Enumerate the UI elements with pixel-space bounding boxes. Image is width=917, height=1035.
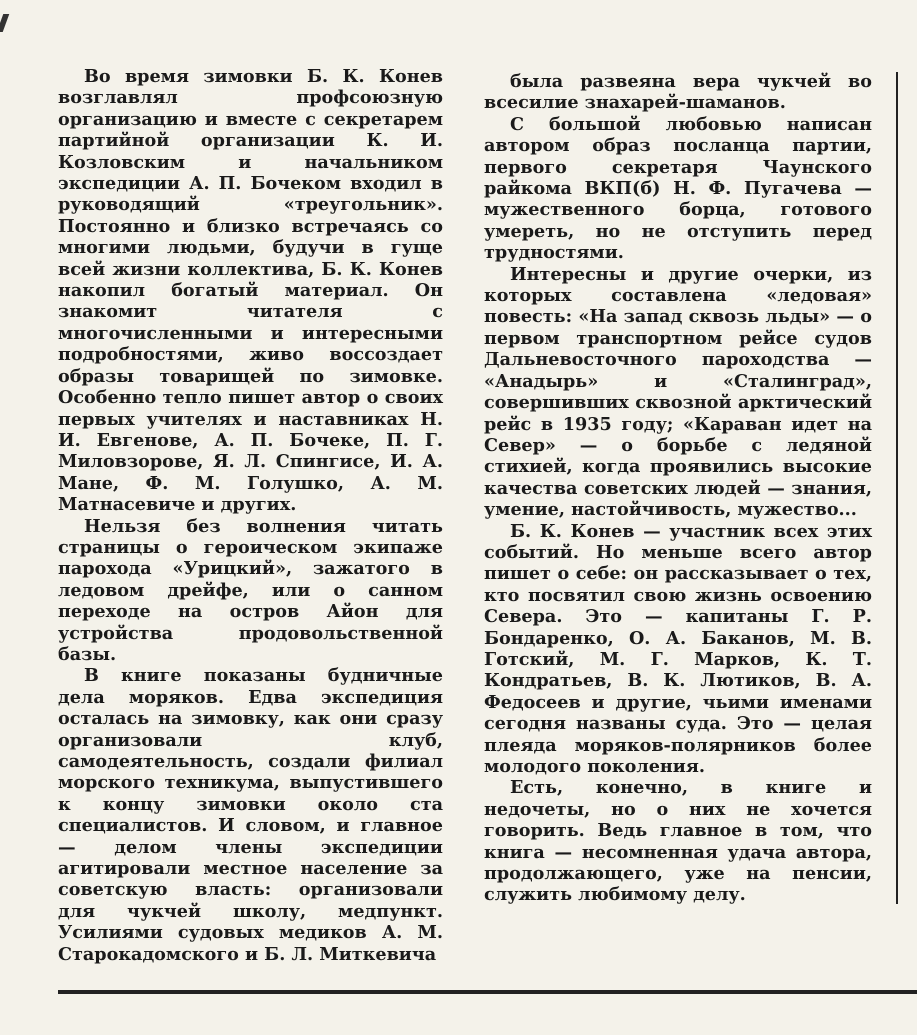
paragraph: была развеяна вера чукчей во всесилие знахарей-шаманов. bbox=[484, 71, 872, 114]
paragraph: С большой любовью написан автором образ посланца партии, первого секретаря Чаунского райкома ВКП(б) Н. Ф. Пугачева — мужественного борца, готового умереть, но не отступить перед трудностями. bbox=[484, 113, 872, 264]
right-column bbox=[484, 71, 872, 906]
paragraph: В книге показаны будничные дела моряков. Едва экспедиция осталась на зимовку, как они сразу организовали клуб, самодеятельность, создали филиал морского техникума, выпустившего к концу зимовки около ста специалистов. И словом, и главное — делом члены экспедиции агитировали местное население за советскую власть: организовали для чукчей школу, медпункт. Усилиями судовых медиков А. М. Старокадомского и Б. Л. Миткевича bbox=[58, 665, 443, 965]
paragraph: Во время зимовки Б. К. Конев возглавлял профсоюзную организацию и вместе с секретарем партийной организации К. И. Козловским и начальником экспедиции А. П. Бочеком входил в руководящий «треугольник». Постоянно и близко встречаясь со многими людьми, будучи в гуще всей жизни коллектива, Б. К. Конев накопил богатый материал. Он знакомит читателя с многочисленными и интересными подробностями, живо воссоздает образы товарищей по зимовке. Особенно тепло пишет автор о своих первых учителях и наставниках Н. И. Евгенове, А. П. Бочеке, П. Г. Миловзорове, Я. Л. Спингисе, И. А. Мане, Ф. М. Голушко, А. М. Матнасевиче и других. bbox=[58, 66, 443, 516]
horizontal-rule bbox=[58, 990, 917, 994]
vertical-rule bbox=[896, 72, 898, 904]
paragraph: Нельзя без волнения читать страницы о героическом экипаже парохода «Урицкий», зажатого в ледовом дрейфе, или о санном переходе на остров Айон для устройства продовольственной базы. bbox=[58, 515, 443, 665]
paragraph: Есть, конечно, в книге и недочеты, но о них не хочется говорить. Ведь главное в том, что книга — несомненная удача автора, продолжающего, уже на пенсии, служить любимому делу. bbox=[484, 777, 872, 906]
paragraph: Б. К. Конев — участник всех этих событий. Но меньше всего автор пишет о себе: он рассказывает о тех, кто посвятил свою жизнь освоению Севера. Это — капитаны Г. Р. Бондаренко, О. А. Баканов, М. В. Готский, М. Г. Марков, К. Т. Кондратьев, В. К. Лютиков, В. А. Федосеев и другие, чьими именами сегодня названы суда. Это — целая плеяда моряков-полярников более молодого поколения. bbox=[484, 520, 872, 777]
scan-corner-mark bbox=[0, 14, 9, 32]
paragraph: Интересны и другие очерки, из которых составлена «ледовая» повесть: «На запад сквозь льды» — о первом транспортном рейсе судов Дальневосточного пароходства — «Анадырь» и «Сталинград», совершивших сквозной арктический рейс в 1935 году; «Караван идет на Север» — о борьбе с ледяной стихией, когда проявились высокие качества советских людей — знания, умение, настойчивость, мужество... bbox=[484, 263, 872, 521]
left-column bbox=[58, 66, 443, 965]
